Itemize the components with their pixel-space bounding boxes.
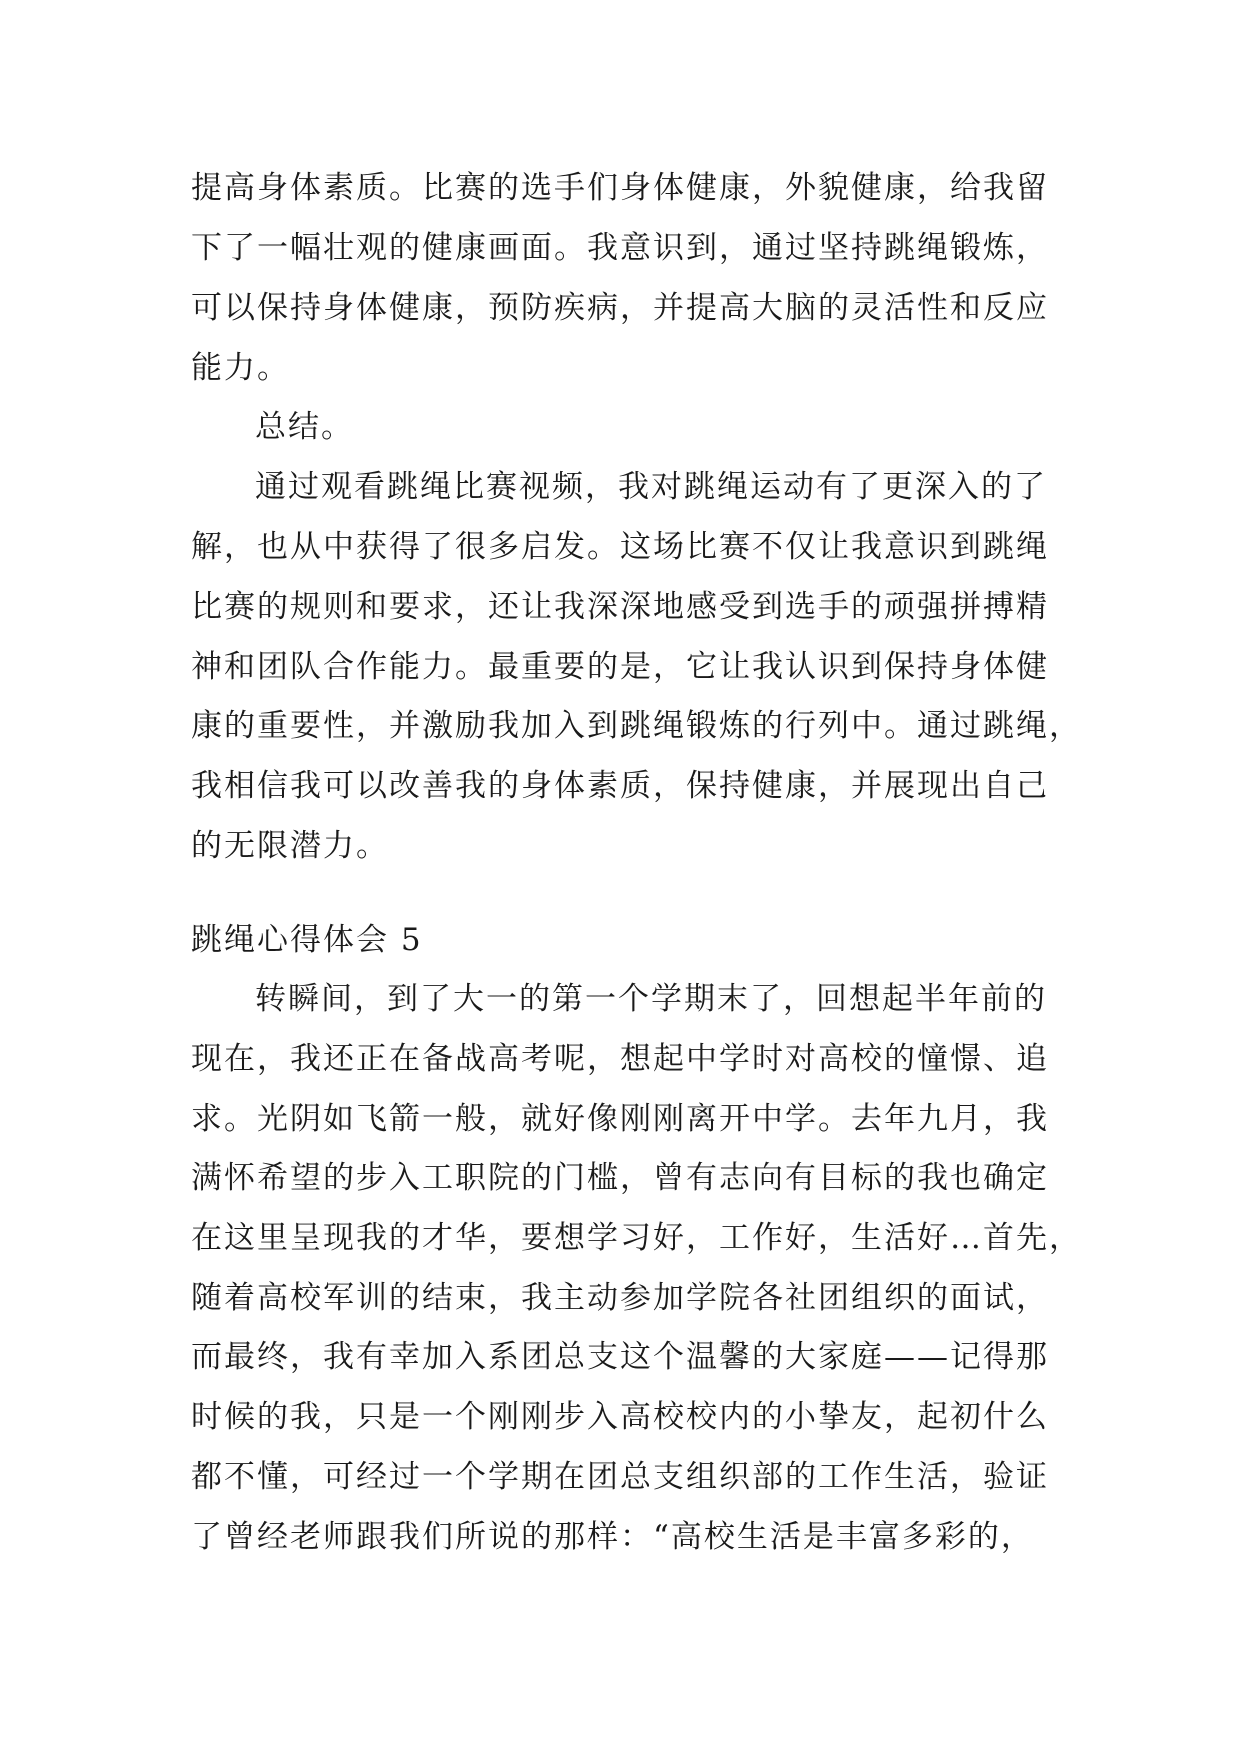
paragraph-line: 通过观看跳绳比赛视频，我对跳绳运动有了更深入的了: [255, 469, 1047, 505]
paragraph-line: 下了一幅壮观的健康画面。我意识到，通过坚持跳绳锻炼，: [191, 230, 1049, 266]
paragraph-line: 都不懂，可经过一个学期在团总支组织部的工作生活，验证: [191, 1459, 1049, 1495]
section-title: 跳绳心得体会 5: [191, 922, 423, 958]
paragraph-line: 可以保持身体健康，预防疾病，并提高大脑的灵活性和反应: [191, 290, 1049, 326]
paragraph-line: 的无限潜力。: [191, 828, 389, 864]
paragraph-line: 我相信我可以改善我的身体素质，保持健康，并展现出自己: [191, 768, 1049, 804]
paragraph-line: 随着高校军训的结束，我主动参加学院各社团组织的面试，: [191, 1280, 1049, 1316]
paragraph-line: 能力。: [191, 350, 290, 386]
paragraph-line: 而最终，我有幸加入系团总支这个温馨的大家庭——记得那: [191, 1339, 1049, 1375]
paragraph-line: 现在，我还正在备战高考呢，想起中学时对高校的憧憬、追: [191, 1041, 1049, 1077]
paragraph-line: 转瞬间，到了大一的第一个学期末了，回想起半年前的: [255, 981, 1047, 1017]
paragraph-line: 了曾经老师跟我们所说的那样：“高校生活是丰富多彩的，: [191, 1519, 1034, 1555]
paragraph-line: 解，也从中获得了很多启发。这场比赛不仅让我意识到跳绳: [191, 529, 1049, 565]
paragraph-line: 满怀希望的步入工职院的门槛，曾有志向有目标的我也确定: [191, 1160, 1049, 1196]
paragraph-line: 在这里呈现我的才华，要想学习好，工作好，生活好…首先，: [191, 1220, 1082, 1256]
summary-heading: 总结。: [255, 409, 354, 445]
paragraph-line: 康的重要性，并激励我加入到跳绳锻炼的行列中。通过跳绳，: [191, 708, 1082, 744]
paragraph-line: 求。光阴如飞箭一般，就好像刚刚离开中学。去年九月，我: [191, 1101, 1049, 1137]
paragraph-line: 比赛的规则和要求，还让我深深地感受到选手的顽强拼搏精: [191, 589, 1049, 625]
paragraph-line: 提高身体素质。比赛的选手们身体健康，外貌健康，给我留: [191, 170, 1049, 206]
paragraph-line: 神和团队合作能力。最重要的是，它让我认识到保持身体健: [191, 649, 1049, 685]
paragraph-line: 时候的我，只是一个刚刚步入高校校内的小挚友，起初什么: [191, 1399, 1049, 1435]
